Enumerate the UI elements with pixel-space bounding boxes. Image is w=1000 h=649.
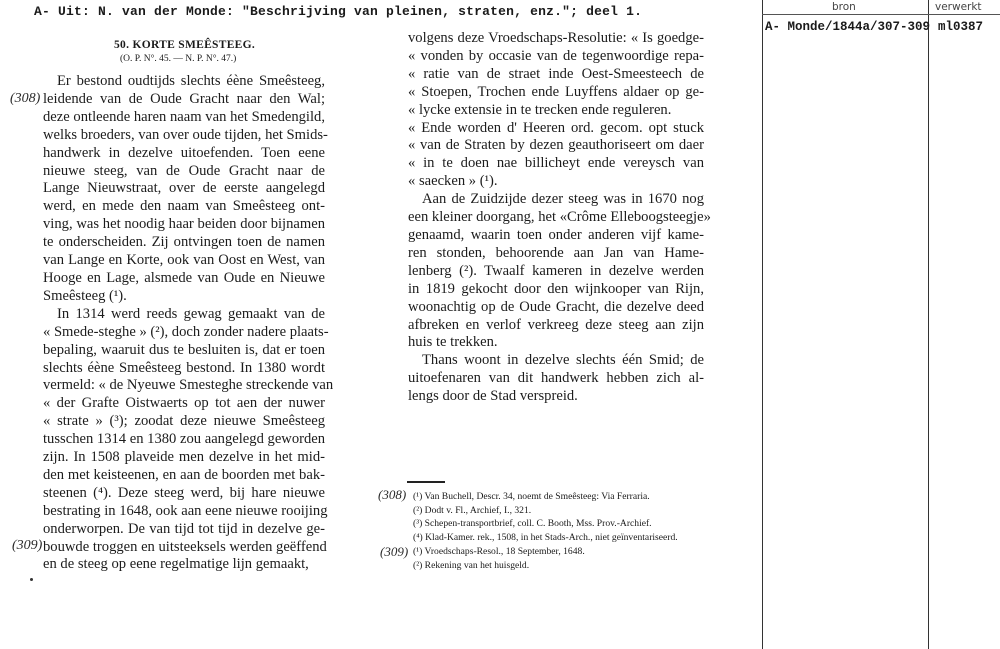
footnote-item: (²) Dodt v. Fl., Archief, I., 321. [413, 504, 532, 516]
ledger-header-rule [762, 14, 1000, 15]
ledger-header-bron: bron [832, 1, 856, 13]
text-line: volgens deze Vroedschaps-Resolutie: « Is goedge- [408, 30, 704, 46]
text-line: uitoefenaren van dit handwerk hebben zich al- [408, 370, 704, 387]
left-column-text [43, 73, 334, 574]
text-line: ren stonden, behoorende aan Jan van Hame- [408, 244, 704, 261]
text-line: bepaling, waaruit dus te besluiten is, dat er toen [43, 341, 325, 358]
text-line: te onderscheiden. Zij ontvingen toen de namen [43, 234, 325, 251]
text-line: Aan de Zuidzijde dezer steeg was in 1670 nog [422, 191, 704, 208]
text-line: genaamd, waarin toen onder anderen vijf kame- [408, 226, 704, 243]
text-line: slechts éène Smeêsteeg bestond. In 1380 wordt [43, 359, 325, 376]
footnote-separator [407, 481, 445, 483]
text-line: werd, en mede den naam van Smeêsteeg ont- [43, 198, 325, 215]
text-line: van Lange en Korte, ook van Oost en West, van [43, 252, 325, 269]
margin-page-308: (308) [10, 91, 41, 106]
text-line: « vonden by occasie van de tegenwoordige repa- [408, 47, 704, 64]
footnote-item: (¹) Van Buchell, Descr. 34, noemt de Smeêsteeg: Via Ferraria. [413, 491, 650, 502]
text-line: in 1819 gekocht door den wijnkooper van Rijn, [408, 280, 704, 297]
text-line: steenen (⁴). Deze steeg werd, bij hare nieuwe [43, 484, 325, 501]
margin-page-309: (309) [12, 538, 43, 553]
text-line: « in te doen nae billicheyt ende vereysch van [408, 155, 704, 172]
ledger-header-verwerkt: verwerkt [935, 1, 982, 13]
text-line: « Smede-steghe » (²), doch zonder nadere plaats- [43, 323, 329, 340]
text-line: « lycke extensie in te trecken ende reguleren. [408, 101, 672, 118]
footnote-page-308-label: (308) [378, 487, 407, 502]
footnotes [413, 490, 678, 572]
footnote-item: (³) Schepen-transportbrief, coll. C. Booth, Mss. Prov.-Archief. [413, 518, 652, 530]
text-line: woonachtig op de Oude Gracht, die dezelve deed [408, 298, 704, 315]
article-subtitle: (O. P. N°. 45. — N. P. N°. 47.) [120, 54, 237, 64]
text-line: « van de Straten by dezen geauthoriseert om daer [408, 137, 704, 154]
text-line: een kleiner doorgang, het «Crôme Elleboogsteegje» [408, 209, 711, 226]
text-line: nieuwe steeg, van de Oude Gracht naar de [43, 162, 325, 179]
text-line: bestrating in 1648, ook aan eene nieuwe rooijing [43, 502, 328, 519]
text-line: leidende van de Oude Gracht naar den Wal; [43, 90, 325, 107]
text-line: « saecken » (¹). [408, 173, 498, 190]
text-line: « der Grafte Oistwaerts op tot aen der nuwer [43, 395, 325, 412]
text-line: zijn. In 1508 plaveide men dezelve in het mid- [43, 449, 325, 466]
footnote-page-309-label: (309) [380, 544, 409, 559]
text-line: In 1314 werd reeds gewag gemaakt van de [57, 305, 325, 322]
text-line: lenberg (²). Twaalf kameren in dezelve werden [408, 262, 704, 279]
footnote-item: (²) Rekening van het huisgeld. [413, 559, 530, 571]
text-line: « Stoepen, Trochen ende Luyffens aldaer op ge- [408, 83, 704, 100]
document-header: A- Uit: N. van der Monde: "Beschrijving van pleinen, straten, enz."; deel 1. [34, 4, 643, 19]
ledger-column-divider [928, 0, 929, 649]
footnote-item: (⁴) Klad-Kamer. rek., 1508, in het Stads-Arch., niet geïnventariseerd. [413, 532, 678, 544]
text-line: lengs door de Stad verspreid. [408, 388, 578, 405]
text-line: Er bestond oudtijds slechts éène Smeêsteeg, [57, 73, 325, 89]
ink-speck [30, 578, 33, 581]
footnote-item: (¹) Vroedschaps-Resol., 18 September, 1648. [413, 545, 585, 557]
text-line: Thans woont in dezelve slechts één Smid; de [422, 352, 704, 369]
text-line: bouwde troggen en uitsteeksels werden geëffend [43, 538, 327, 555]
ledger-left-border [762, 0, 763, 649]
text-line: en de steeg op eene regelmatige lijn gemaakt, [43, 556, 309, 573]
text-line: welks broeders, van over oude tijden, het Smids- [43, 126, 328, 143]
text-line: vermeld: « de Nyeuwe Smesteghe streckende van [43, 377, 334, 394]
ledger-cell-bron: A- Monde/1844a/307-309 [765, 20, 931, 34]
text-line: huis te trekken. [408, 334, 498, 351]
text-line: handwerk in dezelve uitoefenden. Toen eene [43, 144, 325, 161]
text-line: den met keisteenen, en aan de boorden met bak- [43, 466, 325, 483]
text-line: Lange Nieuwstraat, over de eerste aangelegd [43, 180, 325, 197]
text-line: deze ontleende haren naam van het Smedengild, [43, 108, 325, 125]
text-line: « ratie van de straet inde Oest-Smeesteech de [408, 65, 704, 82]
text-line: ving, was het noodig haar beiden door bijnamen [43, 216, 325, 233]
ledger-cell-verwerkt: ml0387 [938, 20, 984, 34]
article-title: 50. KORTE SMEÊSTEEG. [114, 39, 256, 51]
right-column-text [408, 30, 711, 406]
text-line: afbreken en verlof verkreeg deze steeg aan zijn [408, 316, 704, 333]
text-line: onderworpen. De van tijd tot tijd in dezelve ge- [43, 520, 325, 537]
source-ledger [762, 0, 1000, 649]
text-line: Smeêsteeg (¹). [43, 287, 127, 304]
text-line: tusschen 1314 en 1380 zou aangelegd geworden [43, 431, 326, 448]
text-line: Hooge en Lage, alsmede van Oude en Nieuwe [43, 269, 325, 286]
text-line: « strate » (³); zoodat deze nieuwe Smeêsteeg [43, 413, 325, 430]
text-line: « Ende worden d' Heeren ord. gecom. opt stuck [408, 119, 704, 136]
